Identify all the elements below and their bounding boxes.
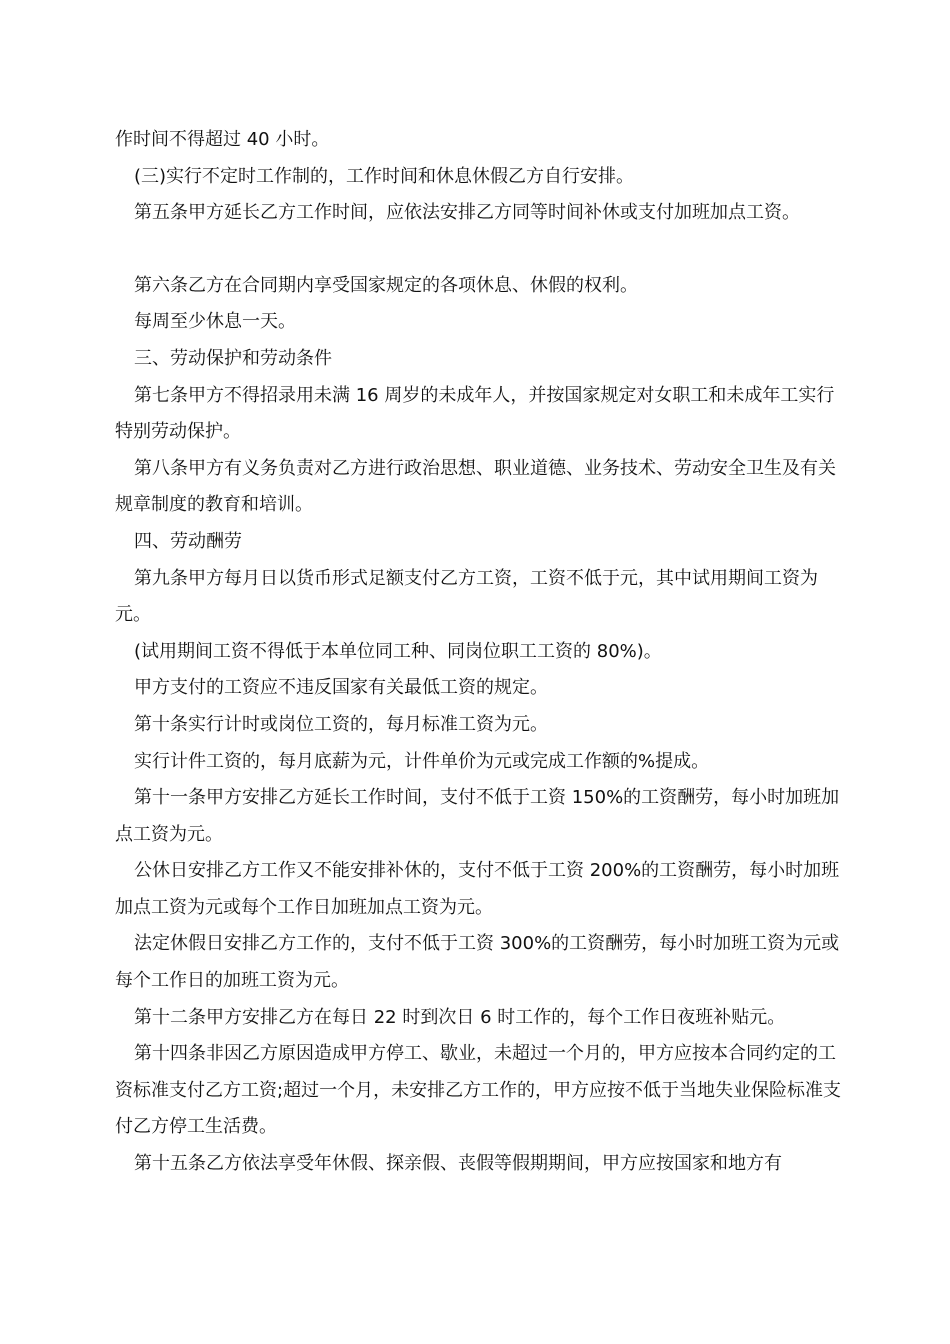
article-11: 第十一条甲方安排乙方延长工作时间，支付不低于工资 150%的工资酬劳，每小时加班加点工资为元。: [115, 787, 840, 845]
paragraph-piece-wage: 实行计件工资的，每月底薪为元，计件单价为元或完成工作额的%提成。: [134, 750, 710, 772]
article-6: 第六条乙方在合同期内享受国家规定的各项休息、休假的权利。: [134, 274, 638, 296]
paragraph-minimum-wage: 甲方支付的工资应不违反国家有关最低工资的规定。: [134, 677, 548, 699]
paragraph-rest-day-overtime: 公休日安排乙方工作又不能安排补休的，支付不低于工资 200%的工资酬劳，每小时加班加点工资为元或每个工作日加班加点工资为元。: [115, 860, 840, 918]
document-body: [115, 122, 845, 1183]
paragraph-hours-limit: 作时间不得超过 40 小时。: [115, 129, 330, 150]
article-10: 第十条实行计时或岗位工资的，每月标准工资为元。: [134, 713, 548, 735]
paragraph-spacer: [115, 232, 845, 268]
paragraph-holiday-overtime: 法定休假日安排乙方工作的，支付不低于工资 300%的工资酬劳，每小时加班工资为元或每个工作日的加班工资为元。: [115, 933, 840, 992]
article-9: 第九条甲方每月日以货币形式足额支付乙方工资，工资不低于元，其中试用期间工资为元。: [115, 567, 818, 626]
paragraph-probation-wage: (试用期间工资不得低于本单位同工种、同岗位职工工资的 80%)。: [134, 640, 662, 662]
paragraph-flexible-hours: (三)实行不定时工作制的，工作时间和休息休假乙方自行安排。: [134, 165, 635, 187]
article-12: 第十二条甲方安排乙方在每日 22 时到次日 6 时工作的，每个工作日夜班补贴元。: [134, 1006, 786, 1028]
section-heading-labor-protection: 三、劳动保护和劳动条件: [134, 347, 332, 369]
article-5: 第五条甲方延长乙方工作时间，应依法安排乙方同等时间补休或支付加班加点工资。: [134, 202, 800, 224]
article-14: 第十四条非因乙方原因造成甲方停工、歇业，未超过一个月的，甲方应按本合同约定的工资标准支付乙方工资;超过一个月，未安排乙方工作的，甲方应按不低于当地失业保险标准支付乙方停工生活费。: [115, 1043, 842, 1138]
article-15: 第十五条乙方依法享受年休假、探亲假、丧假等假期期间，甲方应按国家和地方有: [134, 1153, 782, 1175]
article-7: 第七条甲方不得招录用未满 16 周岁的未成年人，并按国家规定对女职工和未成年工实行特别劳动保护。: [115, 384, 835, 443]
article-8: 第八条甲方有义务负责对乙方进行政治思想、职业道德、业务技术、劳动安全卫生及有关规章制度的教育和培训。: [115, 457, 836, 516]
section-heading-remuneration: 四、劳动酬劳: [134, 530, 242, 552]
paragraph-weekly-rest: 每周至少休息一天。: [134, 311, 296, 333]
